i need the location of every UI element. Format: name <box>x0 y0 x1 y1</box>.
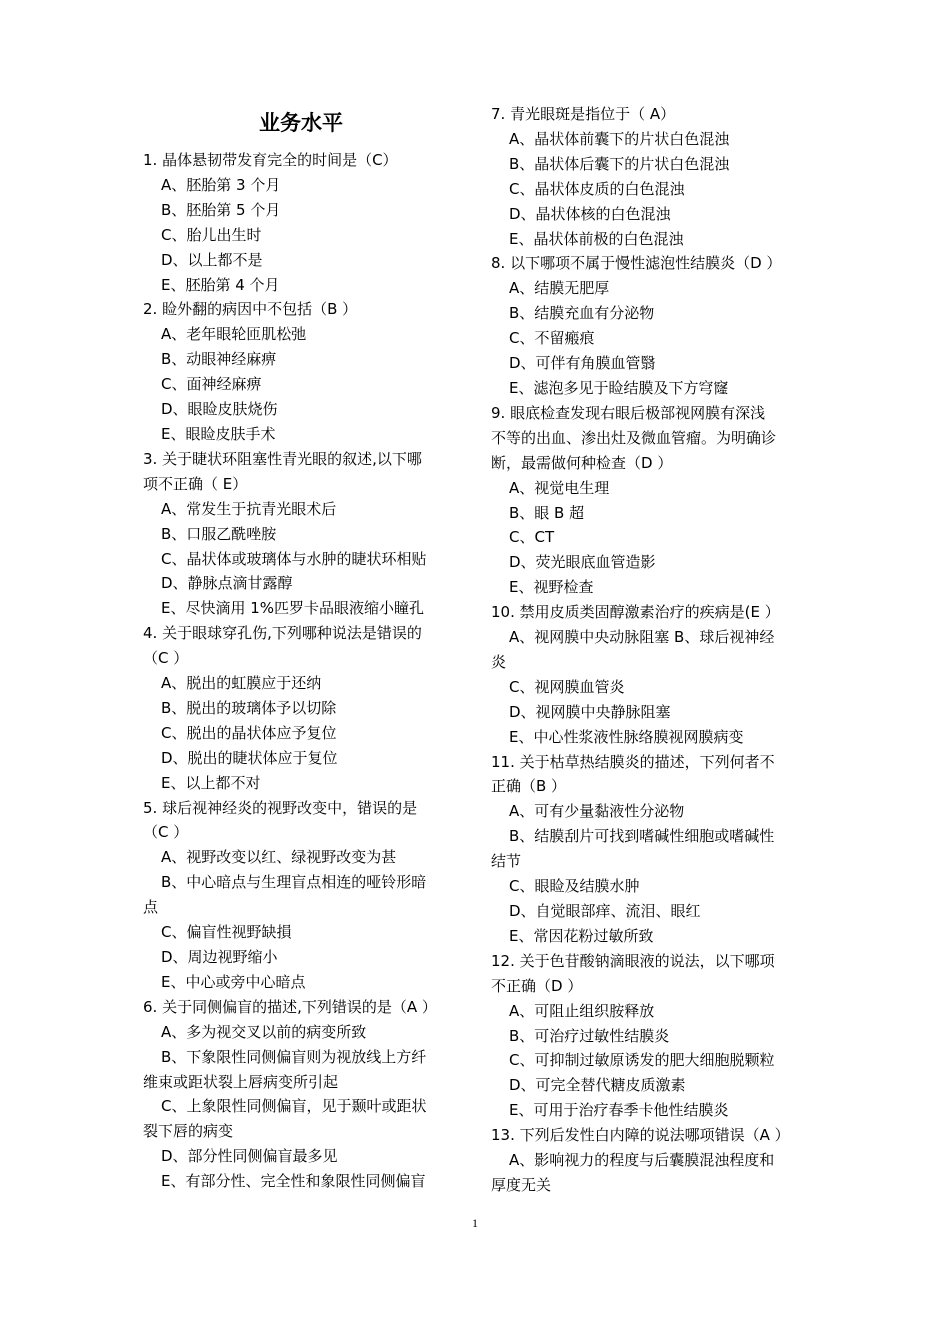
answer-option: A、可阻止组织胺释放 <box>509 1001 655 1020</box>
question-text: 10. 禁用皮质类固醇激素治疗的疾病是(E ） <box>491 603 780 622</box>
answer-option: B、晶状体后囊下的片状白色混浊 <box>509 154 730 173</box>
answer-option: C、可抑制过敏原诱发的肥大细胞脱颗粒 <box>509 1051 775 1070</box>
answer-option: D、可伴有角膜血管翳 <box>509 354 656 373</box>
answer-option: D、自觉眼部痒、流泪、眼红 <box>509 902 701 920</box>
text-continuation: 正确（B ） <box>491 777 567 796</box>
answer-option: D、周边视野缩小 <box>161 948 278 966</box>
answer-option: B、下象限性同侧偏盲则为视放线上方纤 <box>161 1047 427 1066</box>
answer-option: E、以上都不对 <box>161 773 261 792</box>
text-continuation: 不等的出血、渗出灶及微血管瘤。为明确诊 <box>491 428 777 447</box>
answer-option: B、结膜充血有分泌物 <box>509 304 655 323</box>
answer-option: C、视网膜血管炎 <box>509 677 625 696</box>
answer-option: A、脱出的虹膜应于还纳 <box>161 674 322 693</box>
answer-option: A、胚胎第 3 个月 <box>161 175 281 194</box>
answer-option: E、常因花粉过敏所致 <box>509 926 654 945</box>
question-text: 1. 晶体悬韧带发育完全的时间是（C） <box>143 151 398 169</box>
text-continuation: 不正确（D ） <box>491 976 583 995</box>
answer-option: E、胚胎第 4 个月 <box>161 275 280 294</box>
left-question-list <box>143 148 471 1194</box>
answer-option: C、晶状体皮质的白色混浊 <box>509 179 685 198</box>
answer-option: C、不留瘢痕 <box>509 329 595 348</box>
answer-option: A、常发生于抗青光眼术后 <box>161 499 337 518</box>
question-text: 5. 球后视神经炎的视野改变中，错误的是 <box>143 798 418 817</box>
text-continuation: 结节 <box>491 852 522 871</box>
answer-option: E、尽快滴用 1%匹罗卡品眼液缩小瞳孔 <box>161 599 425 618</box>
answer-option: B、中心暗点与生理盲点相连的哑铃形暗 <box>161 873 427 892</box>
question-text: 2. 睑外翻的病因中不包括（B ） <box>143 300 358 319</box>
text-continuation: 炎 <box>491 652 507 671</box>
question-text: 4. 关于眼球穿孔伤,下列哪种说法是错误的 <box>143 624 422 643</box>
answer-option: C、胎儿出生时 <box>161 225 262 244</box>
answer-option: B、口服乙酰唑胺 <box>161 524 277 543</box>
answer-option: C、面神经麻痹 <box>161 375 262 394</box>
answer-option: E、晶状体前极的白色混浊 <box>509 229 684 248</box>
answer-option: D、部分性同侧偏盲最多见 <box>161 1147 338 1166</box>
answer-option: E、眼睑皮肤手术 <box>161 424 276 443</box>
text-continuation: 裂下唇的病变 <box>143 1122 234 1141</box>
answer-option: C、偏盲性视野缺損 <box>161 923 292 942</box>
answer-option: A、视野改变以红、绿视野改变为甚 <box>161 848 397 867</box>
answer-option: E、中心性浆液性脉络膜视网膜病变 <box>509 727 744 746</box>
answer-option: E、视野检查 <box>509 578 594 597</box>
question-text: 12. 关于色苷酸钠滴眼液的说法，以下哪项 <box>491 951 775 970</box>
left-column <box>143 106 471 1194</box>
text-continuation: （C ） <box>143 649 189 668</box>
answer-option: E、中心或旁中心暗点 <box>161 972 306 991</box>
answer-option: A、视觉电生理 <box>509 478 610 497</box>
answer-option: B、眼 B 超 <box>509 503 585 522</box>
answer-option: C、上象限性同侧偏盲，见于颞叶或距状 <box>161 1097 427 1116</box>
text-continuation: 维束或距状裂上唇病变所引起 <box>143 1072 339 1091</box>
answer-option: A、结膜无肥厚 <box>509 279 610 298</box>
answer-option: D、晶状体核的白色混浊 <box>509 204 671 223</box>
right-question-list <box>491 102 819 1198</box>
answer-option: B、可治疗过敏性结膜炎 <box>509 1026 670 1045</box>
text-continuation: （C ） <box>143 823 189 842</box>
question-text: 8. 以下哪项不属于慢性滤泡性结膜炎（D ） <box>491 254 782 273</box>
answer-option: C、脱出的晶状体应予复位 <box>161 723 337 742</box>
answer-option: D、可完全替代糖皮质激素 <box>509 1076 686 1095</box>
question-text: 6. 关于同侧偏盲的描述,下列错误的是（A ） <box>143 997 437 1016</box>
answer-option: A、晶状体前囊下的片状白色混浊 <box>509 129 730 148</box>
question-text: 13. 下列后发性白内障的说法哪项错误（A ） <box>491 1126 790 1145</box>
answer-option: C、晶状体或玻璃体与水肿的睫状环相贴 <box>161 549 427 568</box>
answer-option: D、以上都不是 <box>161 250 263 269</box>
text-continuation: 断，最需做何种检查（D ） <box>491 453 673 472</box>
right-column <box>491 102 819 1198</box>
page-number: 1 <box>472 1216 478 1230</box>
answer-option: D、静脉点滴甘露醇 <box>161 574 293 593</box>
answer-option: E、有部分性、完全性和象限性同侧偏盲 <box>161 1172 426 1191</box>
answer-option: E、可用于治疗春季卡他性结膜炎 <box>509 1101 729 1120</box>
text-continuation: 厚度无关 <box>491 1175 552 1194</box>
answer-option: D、眼睑皮肤烧伤 <box>161 400 278 419</box>
page-title: 业务水平 <box>259 111 343 135</box>
answer-option: A、可有少量黏液性分泌物 <box>509 802 685 821</box>
text-continuation: 点 <box>143 898 159 917</box>
question-text: 7. 青光眼斑是指位于（ A） <box>491 105 676 123</box>
answer-option: D、脱出的睫状体应于复位 <box>161 748 338 767</box>
question-text: 9. 眼底检查发现右眼后极部视网膜有深浅 <box>491 403 766 422</box>
answer-option: A、多为视交叉以前的病变所致 <box>161 1022 367 1041</box>
answer-option: B、结膜刮片可找到嗜碱性细胞或嗜碱性 <box>509 827 775 846</box>
answer-option: B、动眼神经麻痹 <box>161 350 277 369</box>
answer-option: A、视网膜中央动脉阻塞 B、球后视神经 <box>509 628 775 647</box>
answer-option: C、眼睑及结膜水肿 <box>509 877 640 896</box>
answer-option: D、荧光眼底血管造影 <box>509 553 656 572</box>
answer-option: E、滤泡多见于睑结膜及下方穹窿 <box>509 378 729 397</box>
text-continuation: 项不正确（ E） <box>143 474 248 493</box>
answer-option: A、影响视力的程度与后囊膜混浊程度和 <box>509 1151 775 1170</box>
answer-option: D、视网膜中央静脉阻塞 <box>509 702 671 721</box>
answer-option: B、胚胎第 5 个月 <box>161 200 281 219</box>
answer-option: C、CT <box>509 528 555 547</box>
question-text: 3. 关于睫状环阻塞性青光眼的叙述,以下哪 <box>143 449 422 468</box>
answer-option: B、脱出的玻璃体予以切除 <box>161 698 337 717</box>
answer-option: A、老年眼轮匝肌松弛 <box>161 325 307 344</box>
question-text: 11. 关于枯草热结膜炎的描述，下列何者不 <box>491 752 775 771</box>
